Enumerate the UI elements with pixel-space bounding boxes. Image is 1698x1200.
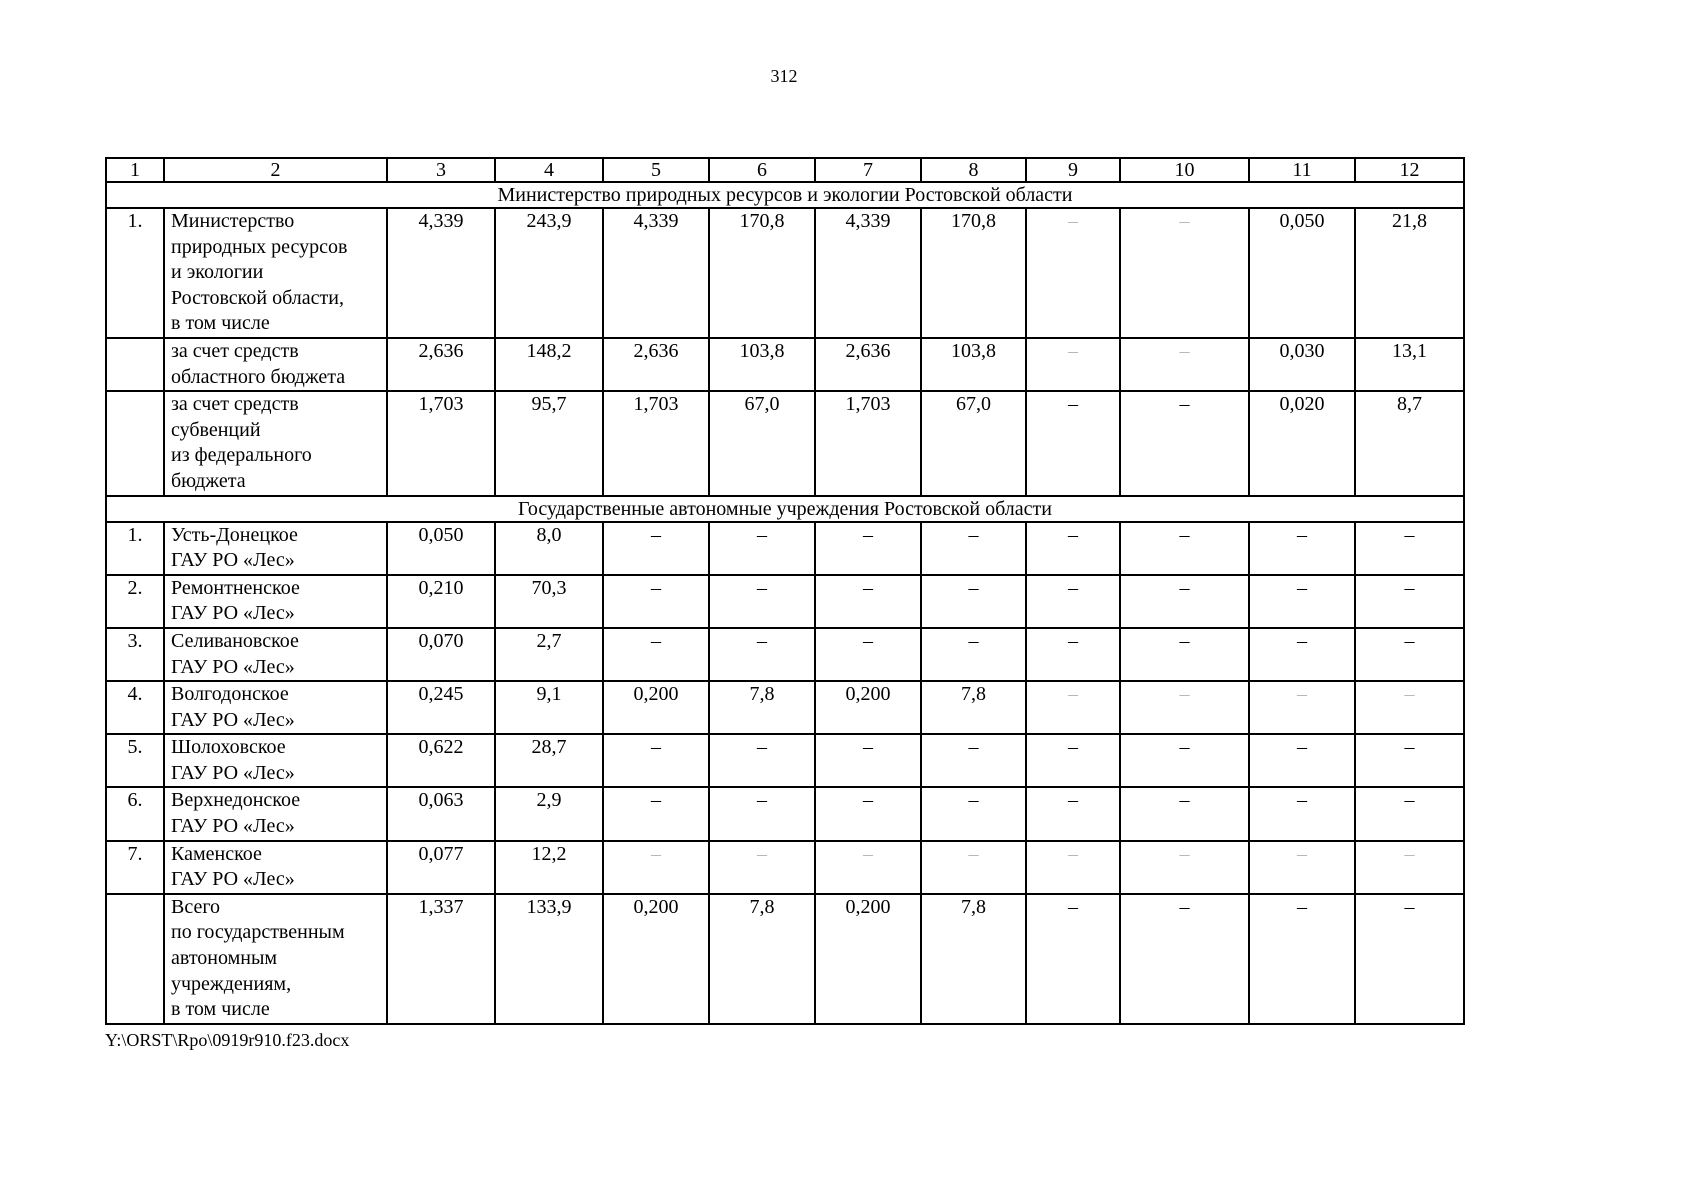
value-cell: 0,200 <box>603 894 709 1024</box>
row-number-cell: 3. <box>106 628 164 681</box>
table-row <box>106 787 1464 840</box>
value-cell: 4,339 <box>815 208 921 338</box>
value-cell: 9,1 <box>495 681 603 734</box>
table-row <box>106 208 1464 338</box>
value-cell: 12,2 <box>495 841 603 894</box>
value-cell: 0,200 <box>815 894 921 1024</box>
value-cell: – <box>709 734 815 787</box>
row-name-cell: за счет средств областного бюджета <box>164 338 387 391</box>
section-title: Министерство природных ресурсов и экологии Ростовской области <box>106 182 1464 208</box>
value-cell: – <box>921 841 1026 894</box>
table-row <box>106 628 1464 681</box>
table-body <box>106 158 1464 1024</box>
value-cell: 1,337 <box>387 894 495 1024</box>
value-cell: – <box>1355 522 1464 575</box>
value-cell: 1,703 <box>603 391 709 495</box>
column-number-cell: 8 <box>921 158 1026 182</box>
row-name-cell: Всего по государственным автономным учреждениям, в том числе <box>164 894 387 1024</box>
section-title: Государственные автономные учреждения Ростовской области <box>106 496 1464 522</box>
value-cell: 0,020 <box>1249 391 1355 495</box>
value-cell: – <box>1026 734 1120 787</box>
row-number-cell: 6. <box>106 787 164 840</box>
value-cell: 13,1 <box>1355 338 1464 391</box>
section-title-row <box>106 496 1464 522</box>
value-cell: – <box>1120 391 1249 495</box>
value-cell: – <box>1249 734 1355 787</box>
value-cell: 1,703 <box>815 391 921 495</box>
value-cell: 2,636 <box>603 338 709 391</box>
value-cell: 70,3 <box>495 575 603 628</box>
value-cell: 0,210 <box>387 575 495 628</box>
value-cell: 0,070 <box>387 628 495 681</box>
row-number-cell: 4. <box>106 681 164 734</box>
table-row <box>106 522 1464 575</box>
value-cell: – <box>1249 522 1355 575</box>
value-cell: – <box>1355 841 1464 894</box>
section-title-row <box>106 182 1464 208</box>
value-cell: 1,703 <box>387 391 495 495</box>
row-name-cell: Селивановское ГАУ РО «Лес» <box>164 628 387 681</box>
value-cell: – <box>603 575 709 628</box>
value-cell: – <box>815 787 921 840</box>
value-cell: 2,9 <box>495 787 603 840</box>
value-cell: – <box>1026 575 1120 628</box>
row-name-cell: Министерство природных ресурсов и экологии Ростовской области, в том числе <box>164 208 387 338</box>
value-cell: – <box>1120 734 1249 787</box>
value-cell: – <box>1120 841 1249 894</box>
value-cell: – <box>709 575 815 628</box>
column-number-cell: 3 <box>387 158 495 182</box>
value-cell: 8,0 <box>495 522 603 575</box>
value-cell: – <box>709 522 815 575</box>
value-cell: 4,339 <box>387 208 495 338</box>
column-number-cell: 12 <box>1355 158 1464 182</box>
value-cell: – <box>1120 575 1249 628</box>
value-cell: 103,8 <box>709 338 815 391</box>
row-number-cell: 2. <box>106 575 164 628</box>
value-cell: – <box>815 575 921 628</box>
value-cell: – <box>815 628 921 681</box>
value-cell: – <box>603 628 709 681</box>
value-cell: – <box>1355 681 1464 734</box>
column-number-row <box>106 158 1464 182</box>
value-cell: 133,9 <box>495 894 603 1024</box>
value-cell: – <box>1249 628 1355 681</box>
value-cell: 0,050 <box>1249 208 1355 338</box>
table-row <box>106 681 1464 734</box>
column-number-cell: 5 <box>603 158 709 182</box>
value-cell: 0,063 <box>387 787 495 840</box>
value-cell: 170,8 <box>921 208 1026 338</box>
value-cell: – <box>1120 681 1249 734</box>
row-number-cell <box>106 894 164 1024</box>
value-cell: – <box>709 787 815 840</box>
column-number-cell: 2 <box>164 158 387 182</box>
value-cell: – <box>1355 787 1464 840</box>
value-cell: – <box>921 575 1026 628</box>
row-name-cell: за счет средств субвенций из федерального бюджета <box>164 391 387 495</box>
value-cell: – <box>1355 894 1464 1024</box>
value-cell: – <box>1249 575 1355 628</box>
value-cell: 2,636 <box>815 338 921 391</box>
column-number-cell: 10 <box>1120 158 1249 182</box>
value-cell: – <box>815 522 921 575</box>
value-cell: – <box>1120 208 1249 338</box>
value-cell: – <box>815 734 921 787</box>
page-number: 312 <box>770 66 798 86</box>
value-cell: – <box>1026 628 1120 681</box>
value-cell: – <box>1120 894 1249 1024</box>
value-cell: 28,7 <box>495 734 603 787</box>
row-name-cell: Каменское ГАУ РО «Лес» <box>164 841 387 894</box>
value-cell: – <box>603 787 709 840</box>
row-number-cell <box>106 391 164 495</box>
table-row <box>106 894 1464 1024</box>
value-cell: 7,8 <box>709 894 815 1024</box>
value-cell: 4,339 <box>603 208 709 338</box>
value-cell: 170,8 <box>709 208 815 338</box>
value-cell: – <box>921 787 1026 840</box>
column-number-cell: 11 <box>1249 158 1355 182</box>
footer-file-path: Y:\ORST\Rpo\0919r910.f23.docx <box>105 1030 350 1050</box>
value-cell: – <box>1249 841 1355 894</box>
value-cell: 0,030 <box>1249 338 1355 391</box>
value-cell: – <box>1249 894 1355 1024</box>
value-cell: 7,8 <box>921 681 1026 734</box>
column-number-cell: 4 <box>495 158 603 182</box>
value-cell: – <box>709 841 815 894</box>
value-cell: 243,9 <box>495 208 603 338</box>
value-cell: – <box>1026 787 1120 840</box>
row-number-cell: 5. <box>106 734 164 787</box>
value-cell: – <box>815 841 921 894</box>
value-cell: 0,077 <box>387 841 495 894</box>
column-number-cell: 6 <box>709 158 815 182</box>
value-cell: – <box>1120 628 1249 681</box>
row-name-cell: Усть-Донецкое ГАУ РО «Лес» <box>164 522 387 575</box>
value-cell: 2,636 <box>387 338 495 391</box>
value-cell: 67,0 <box>921 391 1026 495</box>
table-row <box>106 841 1464 894</box>
table-row <box>106 391 1464 495</box>
value-cell: 103,8 <box>921 338 1026 391</box>
value-cell: – <box>1249 787 1355 840</box>
row-name-cell: Шолоховское ГАУ РО «Лес» <box>164 734 387 787</box>
column-number-cell: 7 <box>815 158 921 182</box>
value-cell: – <box>603 841 709 894</box>
table-row <box>106 734 1464 787</box>
value-cell: 7,8 <box>709 681 815 734</box>
value-cell: 0,200 <box>815 681 921 734</box>
table-row <box>106 338 1464 391</box>
value-cell: 21,8 <box>1355 208 1464 338</box>
column-number-cell: 1 <box>106 158 164 182</box>
value-cell: – <box>1249 681 1355 734</box>
value-cell: – <box>1026 522 1120 575</box>
value-cell: 0,622 <box>387 734 495 787</box>
value-cell: – <box>1120 787 1249 840</box>
value-cell: – <box>1026 338 1120 391</box>
value-cell: – <box>1355 628 1464 681</box>
value-cell: – <box>1355 575 1464 628</box>
value-cell: 67,0 <box>709 391 815 495</box>
value-cell: 0,200 <box>603 681 709 734</box>
value-cell: – <box>1026 681 1120 734</box>
value-cell: – <box>1026 391 1120 495</box>
row-number-cell: 1. <box>106 522 164 575</box>
data-table <box>105 157 1465 1025</box>
value-cell: 148,2 <box>495 338 603 391</box>
row-name-cell: Верхнедонское ГАУ РО «Лес» <box>164 787 387 840</box>
value-cell: – <box>1120 522 1249 575</box>
row-number-cell <box>106 338 164 391</box>
value-cell: 0,050 <box>387 522 495 575</box>
value-cell: – <box>1026 208 1120 338</box>
value-cell: – <box>1355 734 1464 787</box>
row-number-cell: 1. <box>106 208 164 338</box>
table-row <box>106 575 1464 628</box>
row-number-cell: 7. <box>106 841 164 894</box>
value-cell: – <box>1026 841 1120 894</box>
value-cell: – <box>921 628 1026 681</box>
value-cell: – <box>921 522 1026 575</box>
column-number-cell: 9 <box>1026 158 1120 182</box>
value-cell: – <box>921 734 1026 787</box>
value-cell: 7,8 <box>921 894 1026 1024</box>
value-cell: – <box>1026 894 1120 1024</box>
value-cell: 2,7 <box>495 628 603 681</box>
value-cell: – <box>1120 338 1249 391</box>
row-name-cell: Волгодонское ГАУ РО «Лес» <box>164 681 387 734</box>
row-name-cell: Ремонтненское ГАУ РО «Лес» <box>164 575 387 628</box>
value-cell: – <box>603 734 709 787</box>
value-cell: – <box>709 628 815 681</box>
value-cell: 0,245 <box>387 681 495 734</box>
value-cell: 95,7 <box>495 391 603 495</box>
value-cell: – <box>603 522 709 575</box>
value-cell: 8,7 <box>1355 391 1464 495</box>
